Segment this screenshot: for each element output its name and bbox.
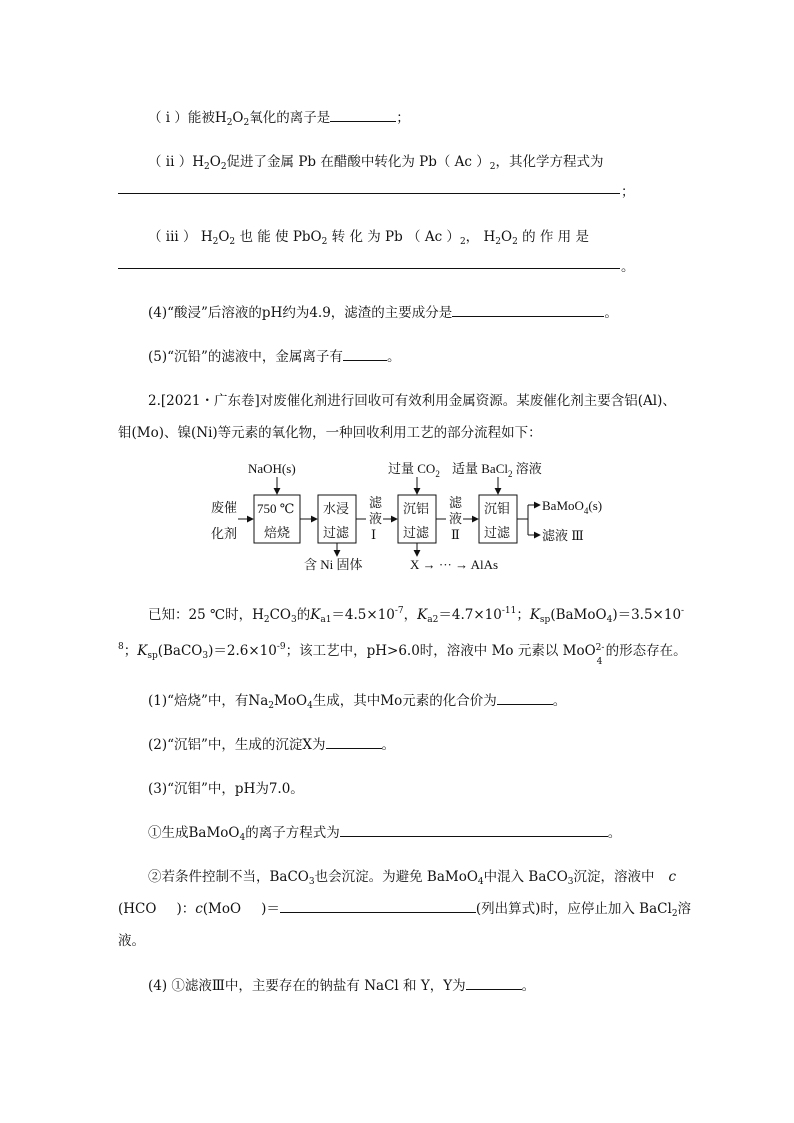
question-text: O: [209, 154, 221, 170]
question-text: ；: [396, 110, 410, 126]
subscript: 2: [226, 118, 233, 128]
bacl2-tail: 溶液: [512, 461, 542, 476]
bacl2-subscript: 2: [507, 469, 513, 479]
filtrate-1-label: Ⅰ: [371, 527, 377, 542]
question-1-3-ii: [148, 150, 604, 172]
ka1-symbol: K: [310, 607, 321, 623]
feed-label: 化剂: [211, 526, 238, 541]
known-text: ；该工艺中，pH>6.0时，溶液中 Mo 元素以 MoO: [285, 643, 596, 659]
superscript: 8: [118, 642, 124, 652]
subscript: sp: [539, 615, 551, 625]
question-text: 。: [521, 978, 536, 994]
concentration-symbol: c: [668, 869, 677, 885]
subscript: 4: [596, 657, 603, 667]
subscript: 2: [671, 909, 678, 919]
question-text: （ i ）能被H: [148, 110, 227, 126]
problem-2-intro-line-1: 2.[2021・广东卷]对废催化剂进行回收可有效利用金属资源。某废催化剂主要含铝(Al)、: [148, 393, 676, 409]
question-1-5: [148, 345, 400, 365]
question-text: 沉淀，溶液中: [573, 869, 655, 885]
roast-label: 750 ℃: [257, 501, 295, 516]
question-text: 溶: [677, 901, 692, 917]
question-1-3-i: [148, 106, 410, 128]
known-text: ，: [403, 607, 418, 623]
question-text: 氧化的离子是: [249, 110, 331, 126]
mo-precip-label: 沉钼: [484, 501, 511, 516]
subscript: 3: [202, 651, 209, 661]
known-text: ；: [123, 643, 138, 659]
ka1-value: ＝4.5×10: [331, 607, 395, 623]
subscript: 4: [606, 615, 613, 625]
question-text: MoO: [274, 693, 308, 709]
question-2-3: (3)“沉钼”中，pH为7.0。: [148, 781, 304, 797]
known-text: ；: [516, 607, 530, 623]
question-text: O: [218, 229, 230, 245]
feed-label: 废催: [211, 500, 238, 515]
x-chain-label: X → ··· → AlAs: [410, 557, 499, 572]
known-text: 已知：25 ℃时，H: [148, 607, 264, 623]
subscript: 2: [220, 162, 227, 172]
subscript: 2: [489, 162, 496, 172]
question-2-2: [148, 733, 395, 753]
subscript: a2: [427, 615, 439, 625]
reagent-bacl2: [452, 461, 542, 479]
question-text: 。: [607, 825, 622, 841]
product-tail: (s): [588, 498, 603, 513]
question-text: 。: [552, 693, 567, 709]
question-text: ， H: [465, 229, 496, 245]
subscript: 3: [308, 877, 315, 887]
product-subscript: 4: [583, 506, 589, 516]
question-2-1: [148, 689, 566, 711]
question-1-3-iii: [148, 225, 589, 247]
filtrate-2-label: 滤: [449, 495, 463, 510]
question-2-4: [148, 974, 535, 994]
question-text: ①生成BaMoO: [148, 825, 240, 841]
line-end-mark: ；: [621, 184, 635, 200]
subscript: 2: [229, 237, 236, 247]
question-text: (列出算式)时，应停止加入 BaCl: [475, 901, 672, 917]
subscript: 2: [495, 237, 501, 247]
answer-blank[interactable]: [340, 822, 608, 837]
question-text: (4) ①滤液Ⅲ中，主要存在的钠盐有 NaCl 和 Y，Y为: [148, 978, 466, 994]
question-text: 的 作 用 是: [517, 229, 589, 245]
subscript: 4: [307, 701, 313, 711]
question-text: 。: [604, 305, 618, 321]
co2-text: 过量 CO: [388, 461, 436, 476]
roast-label: 焙烧: [264, 525, 291, 540]
subscript: 2: [243, 118, 250, 128]
subscript: 2: [512, 237, 518, 247]
reagent-co2: [388, 461, 440, 479]
question-text: 。: [381, 737, 396, 753]
leach-label: 水浸: [323, 501, 350, 516]
subscript: 4: [477, 877, 484, 887]
answer-blank[interactable]: [118, 268, 620, 269]
question-text: (MoO: [202, 901, 242, 917]
filtrate-1-label: 液: [369, 511, 383, 526]
question-2-3-a: [148, 821, 621, 843]
question-text: )：: [176, 901, 196, 917]
concentration-symbol: c: [195, 901, 203, 917]
product-bamoo4: [542, 498, 602, 516]
subscript: sp: [147, 651, 158, 661]
question-text: 。: [386, 349, 401, 365]
leach-label: 过滤: [323, 525, 350, 540]
subscript: 2: [212, 237, 219, 247]
subscript: 2: [268, 701, 275, 711]
ksp-value: )＝3.5×10: [612, 607, 682, 623]
subscript: 2: [459, 237, 466, 247]
question-text: 中混入 BaCO: [483, 869, 568, 885]
question-text: O: [232, 110, 244, 126]
subscript: 3: [291, 615, 297, 625]
superscript: -: [681, 606, 685, 616]
question-text: （ iii ） H: [148, 229, 213, 245]
answer-blank[interactable]: [118, 193, 620, 194]
question-text: )＝: [261, 901, 280, 917]
subscript: 2: [204, 162, 210, 172]
question-2-3-b-line-2: [118, 897, 691, 919]
subscript: 2: [263, 615, 270, 625]
question-text: (5)“沉铅”的滤液中，金属离子有: [148, 349, 343, 365]
subscript: 2: [321, 237, 328, 247]
ksp-symbol: K: [529, 607, 540, 623]
answer-blank[interactable]: [330, 107, 396, 122]
al-precip-label: 沉铝: [403, 501, 430, 516]
known-text: (BaCO: [157, 643, 203, 659]
answer-blank[interactable]: [280, 898, 476, 913]
known-text: 的形态存在。: [605, 643, 687, 659]
line-end-mark: 。: [621, 259, 635, 275]
question-text: 也会沉淀。为避免 BaMoO: [314, 869, 478, 885]
question-1-4: [148, 301, 618, 321]
filtrate-1-label: 滤: [369, 495, 383, 510]
ksp-value: )＝2.6×10: [208, 643, 277, 659]
answer-blank[interactable]: [452, 302, 604, 317]
superscript: -11: [501, 606, 517, 616]
known-text: (BaMoO: [550, 607, 607, 623]
mo-precip-label: 过滤: [484, 525, 511, 540]
process-flow-diagram: [0, 455, 794, 595]
question-text: （ ii ）H: [148, 154, 204, 170]
question-text: O: [500, 229, 513, 245]
superscript: -9: [276, 642, 286, 652]
question-2-3-b-line-3: 液。: [118, 933, 145, 949]
ksp-symbol: K: [137, 643, 148, 659]
question-text: 促进了金属 Pb 在醋酸中转化为 Pb（ Ac ）: [226, 154, 490, 170]
question-text: (2)“沉铝”中，生成的沉淀X为: [148, 737, 326, 753]
question-text: 的离子方程式为: [245, 825, 340, 841]
reagent-naoh: NaOH(s): [248, 461, 296, 476]
answer-blank[interactable]: [466, 975, 522, 990]
problem-2-intro-line-2: 钼(Mo)、镍(Ni)等元素的氧化物，一种回收利用工艺的部分流程如下：: [118, 425, 542, 441]
filtrate-2-label: Ⅱ: [451, 527, 460, 542]
filtrate-3-label: 滤液 Ⅲ: [542, 528, 584, 543]
superscript: 2-: [595, 643, 605, 653]
question-text: (4)“酸浸”后溶液的pH约为4.9，滤渣的主要成分是: [148, 305, 453, 321]
question-text: ②若条件控制不当，BaCO: [148, 869, 309, 885]
answer-blank[interactable]: [326, 734, 382, 749]
subscript: 3: [567, 877, 574, 887]
known-data-line-2: [118, 639, 687, 667]
question-text: 生成，其中Mo元素的化合价为: [312, 693, 497, 709]
question-text: (1)“焙烧”中，有Na: [148, 693, 269, 709]
answer-blank[interactable]: [497, 690, 553, 705]
known-text: CO: [269, 607, 291, 623]
product-text: BaMoO: [542, 498, 584, 513]
subscript: 4: [239, 833, 246, 843]
filtrate-2-label: 液: [449, 511, 463, 526]
question-text: (HCO: [118, 901, 157, 917]
subscript: a1: [320, 615, 332, 625]
question-text: ，其化学方程式为: [495, 154, 604, 170]
question-2-3-b-line-1: [148, 865, 676, 887]
question-text: 转 化 为 Pb （ Ac ）: [327, 229, 460, 245]
answer-blank[interactable]: [343, 346, 387, 361]
ka2-value: ＝4.7×10: [438, 607, 502, 623]
bacl2-text: 适量 BaCl: [452, 461, 508, 476]
known-data-line-1: [148, 603, 684, 625]
question-text: 也 能 使 PbO: [235, 229, 322, 245]
co2-subscript: 2: [435, 469, 440, 479]
known-text: 的: [296, 607, 311, 623]
ni-solid-label: 含 Ni 固体: [304, 557, 363, 572]
superscript: -7: [394, 606, 404, 616]
ka2-symbol: K: [417, 607, 428, 623]
al-precip-label: 过滤: [403, 525, 430, 540]
